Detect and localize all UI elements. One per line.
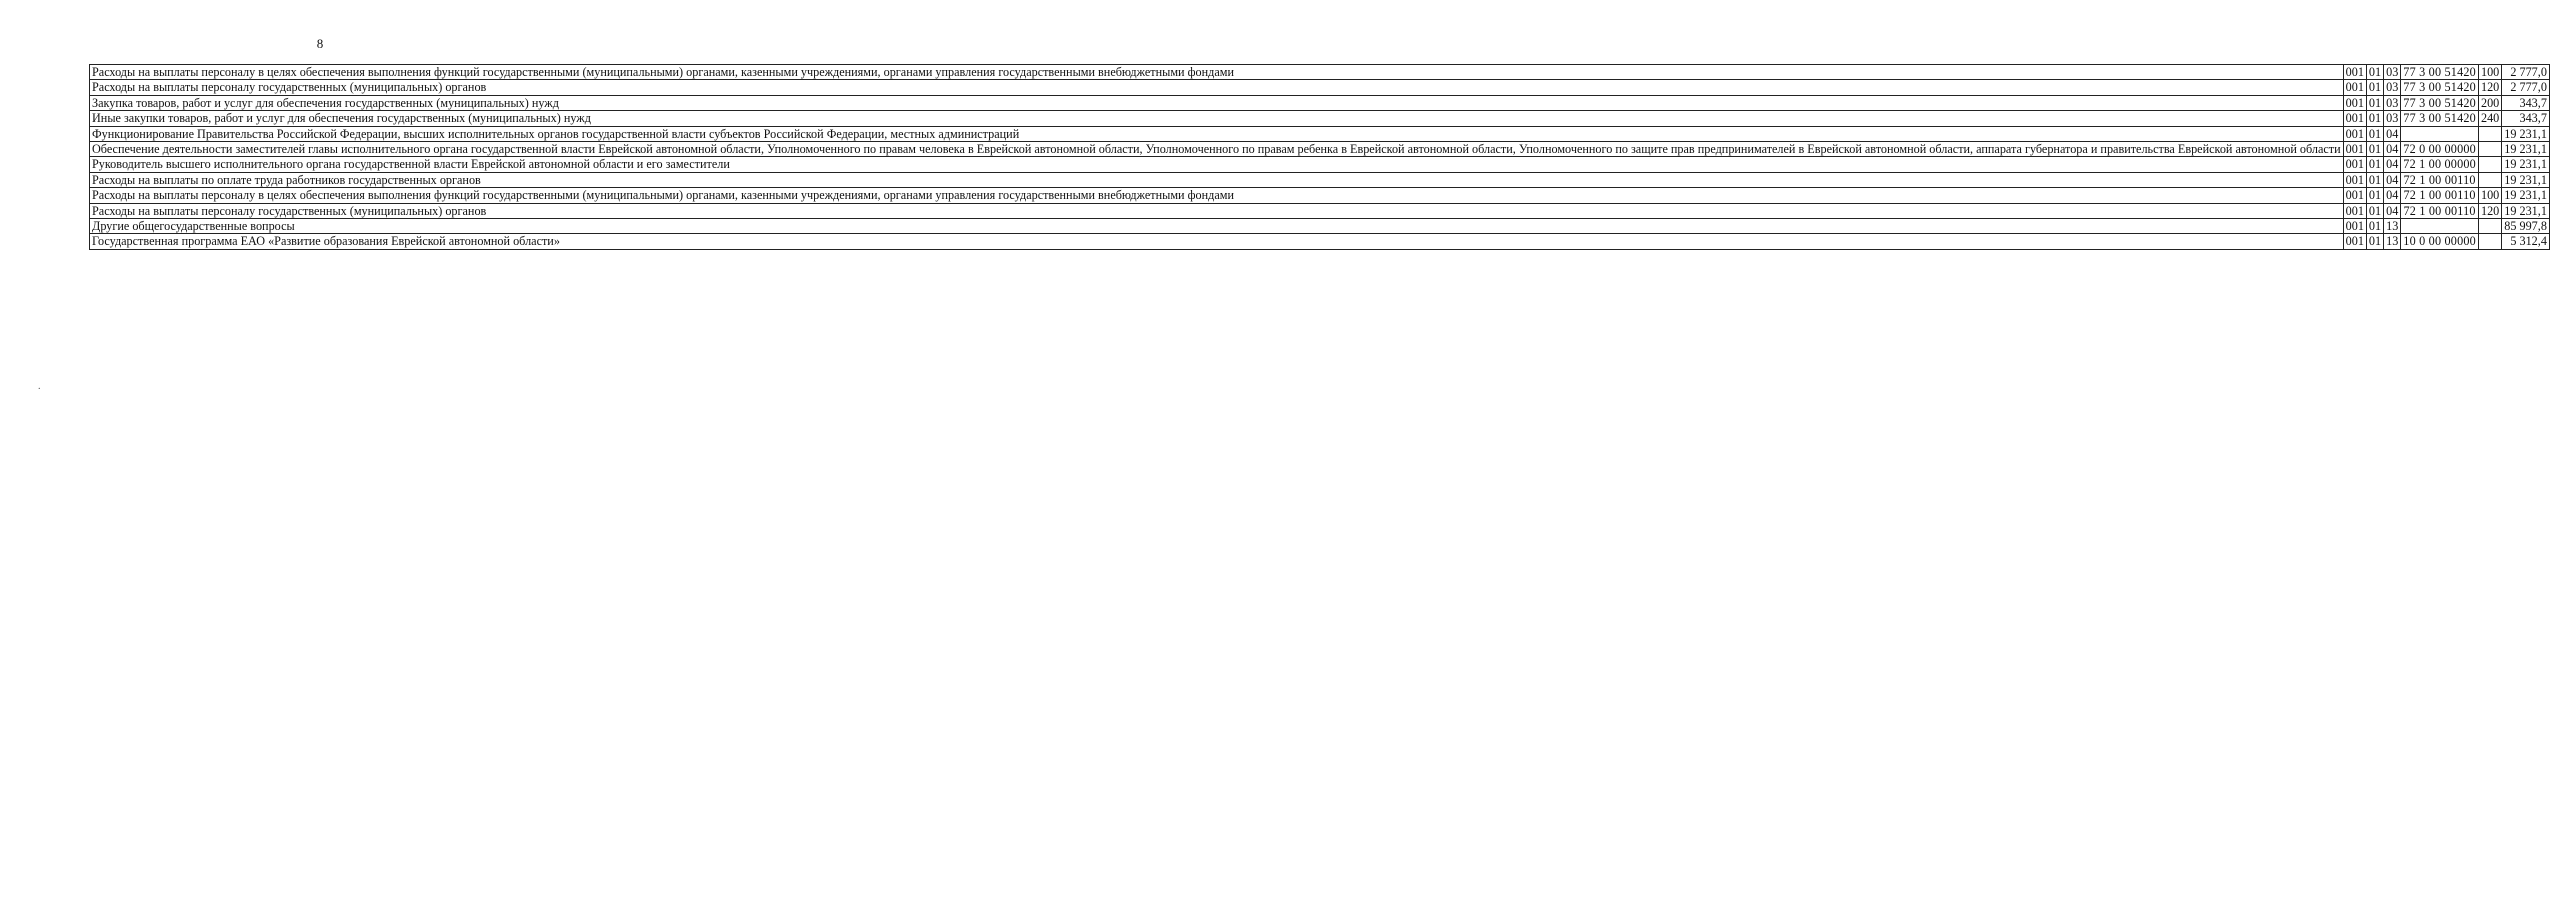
row-section-code: 01 <box>2366 95 2383 110</box>
row-subsection-code: 04 <box>2384 172 2401 187</box>
row-section-code: 01 <box>2366 111 2383 126</box>
row-expense-type <box>2478 142 2501 157</box>
row-name: Расходы на выплаты персоналу в целях обеспечения выполнения функций государственными (муниципальными) органами, казенными учреждениями, органами управления государственными внебюджетными фондами <box>90 65 2344 80</box>
row-name: Расходы на выплаты персоналу государственных (муниципальных) органов <box>90 80 2344 95</box>
row-name: Государственная программа ЕАО «Развитие образования Еврейской автономной области» <box>90 234 2344 249</box>
row-target-article: 72 1 00 00000 <box>2401 157 2479 172</box>
row-name: Закупка товаров, работ и услуг для обеспечения государственных (муниципальных) нужд <box>90 95 2344 110</box>
row-target-article: 77 3 00 51420 <box>2401 95 2479 110</box>
row-subsection-code: 04 <box>2384 142 2401 157</box>
row-expense-type: 240 <box>2478 111 2501 126</box>
row-target-article: 72 0 00 00000 <box>2401 142 2479 157</box>
row-subsection-code: 04 <box>2384 157 2401 172</box>
row-target-article <box>2401 219 2479 234</box>
row-sum: 2 777,0 <box>2502 80 2550 95</box>
table-row <box>90 234 2550 249</box>
row-sum: 19 231,1 <box>2502 203 2550 218</box>
row-grbs-code: 001 <box>2343 188 2366 203</box>
row-subsection-code: 03 <box>2384 80 2401 95</box>
row-section-code: 01 <box>2366 172 2383 187</box>
table-row <box>90 203 2550 218</box>
row-sum: 2 777,0 <box>2502 65 2550 80</box>
row-subsection-code: 04 <box>2384 188 2401 203</box>
row-expense-type: 200 <box>2478 95 2501 110</box>
margin-mark: . <box>38 381 41 392</box>
row-name: Функционирование Правительства Российской Федерации, высших исполнительных органов государственной власти субъектов Российской Федерации, местных администраций <box>90 126 2344 141</box>
row-grbs-code: 001 <box>2343 234 2366 249</box>
row-grbs-code: 001 <box>2343 111 2366 126</box>
table-row <box>90 95 2550 110</box>
row-sum: 85 997,8 <box>2502 219 2550 234</box>
row-name: Обеспечение деятельности заместителей главы исполнительного органа государственной власти Еврейской автономной области, Уполномоченного по правам человека в Еврейской автономной области, Уполномоченного по правам ребенка в Еврейской автономной области, Уполномоченного по защите прав предпринимателей в Еврейской автономной области, аппарата губернатора и правительства Еврейской автономной области <box>90 142 2344 157</box>
table-row <box>90 188 2550 203</box>
row-expense-type <box>2478 157 2501 172</box>
row-section-code: 01 <box>2366 157 2383 172</box>
row-grbs-code: 001 <box>2343 142 2366 157</box>
row-target-article: 10 0 00 00000 <box>2401 234 2479 249</box>
row-name: Расходы на выплаты по оплате труда работников государственных органов <box>90 172 2344 187</box>
page-number: 8 <box>316 36 324 51</box>
row-name: Руководитель высшего исполнительного органа государственной власти Еврейской автономной области и его заместители <box>90 157 2344 172</box>
table-row <box>90 65 2550 80</box>
row-name: Другие общегосударственные вопросы <box>90 219 2344 234</box>
row-section-code: 01 <box>2366 188 2383 203</box>
row-sum: 19 231,1 <box>2502 126 2550 141</box>
row-grbs-code: 001 <box>2343 65 2366 80</box>
row-expense-type <box>2478 126 2501 141</box>
row-target-article: 72 1 00 00110 <box>2401 172 2479 187</box>
row-subsection-code: 03 <box>2384 95 2401 110</box>
row-expense-type <box>2478 234 2501 249</box>
row-grbs-code: 001 <box>2343 95 2366 110</box>
row-expense-type: 100 <box>2478 188 2501 203</box>
row-name: Расходы на выплаты персоналу государственных (муниципальных) органов <box>90 203 2344 218</box>
row-section-code: 01 <box>2366 219 2383 234</box>
row-sum: 343,7 <box>2502 95 2550 110</box>
row-subsection-code: 03 <box>2384 111 2401 126</box>
row-subsection-code: 13 <box>2384 219 2401 234</box>
table-row <box>90 80 2550 95</box>
table-row <box>90 219 2550 234</box>
table-row <box>90 111 2550 126</box>
budget-table <box>89 64 2550 250</box>
row-name: Иные закупки товаров, работ и услуг для обеспечения государственных (муниципальных) нужд <box>90 111 2344 126</box>
row-target-article: 77 3 00 51420 <box>2401 65 2479 80</box>
row-section-code: 01 <box>2366 80 2383 95</box>
row-target-article: 72 1 00 00110 <box>2401 188 2479 203</box>
row-sum: 19 231,1 <box>2502 188 2550 203</box>
row-section-code: 01 <box>2366 234 2383 249</box>
row-section-code: 01 <box>2366 203 2383 218</box>
row-subsection-code: 03 <box>2384 65 2401 80</box>
row-sum: 19 231,1 <box>2502 157 2550 172</box>
row-grbs-code: 001 <box>2343 219 2366 234</box>
row-grbs-code: 001 <box>2343 157 2366 172</box>
table-row <box>90 172 2550 187</box>
row-sum: 19 231,1 <box>2502 142 2550 157</box>
row-name: Расходы на выплаты персоналу в целях обеспечения выполнения функций государственными (муниципальными) органами, казенными учреждениями, органами управления государственными внебюджетными фондами <box>90 188 2344 203</box>
row-expense-type: 120 <box>2478 80 2501 95</box>
row-target-article: 72 1 00 00110 <box>2401 203 2479 218</box>
row-expense-type <box>2478 172 2501 187</box>
row-target-article <box>2401 126 2479 141</box>
row-expense-type: 120 <box>2478 203 2501 218</box>
row-grbs-code: 001 <box>2343 126 2366 141</box>
table-row <box>90 126 2550 141</box>
row-sum: 19 231,1 <box>2502 172 2550 187</box>
table-row <box>90 157 2550 172</box>
row-section-code: 01 <box>2366 65 2383 80</box>
row-subsection-code: 04 <box>2384 203 2401 218</box>
row-grbs-code: 001 <box>2343 172 2366 187</box>
row-section-code: 01 <box>2366 126 2383 141</box>
row-expense-type <box>2478 219 2501 234</box>
row-section-code: 01 <box>2366 142 2383 157</box>
row-subsection-code: 04 <box>2384 126 2401 141</box>
row-target-article: 77 3 00 51420 <box>2401 80 2479 95</box>
table-row <box>90 142 2550 157</box>
row-grbs-code: 001 <box>2343 203 2366 218</box>
row-expense-type: 100 <box>2478 65 2501 80</box>
row-sum: 343,7 <box>2502 111 2550 126</box>
row-grbs-code: 001 <box>2343 80 2366 95</box>
row-sum: 5 312,4 <box>2502 234 2550 249</box>
row-subsection-code: 13 <box>2384 234 2401 249</box>
row-target-article: 77 3 00 51420 <box>2401 111 2479 126</box>
